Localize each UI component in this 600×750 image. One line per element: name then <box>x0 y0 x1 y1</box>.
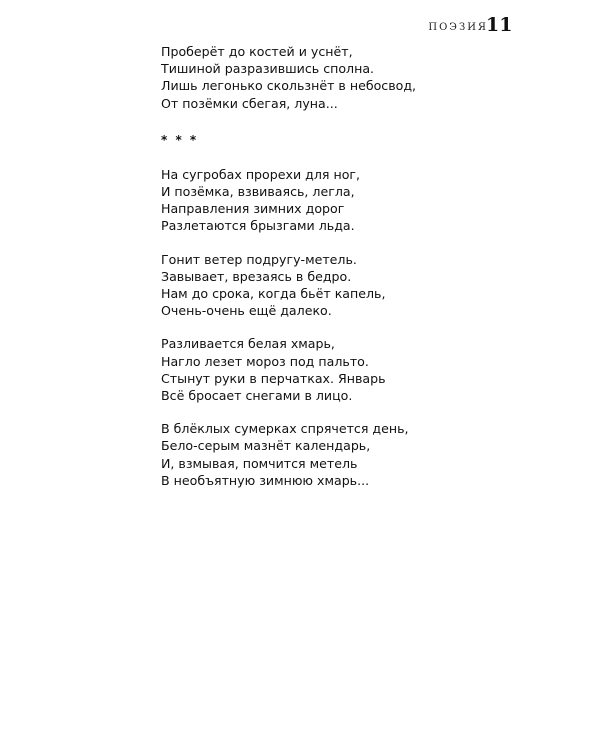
stanza-ending <box>161 43 521 112</box>
stanza-3 <box>161 335 521 404</box>
poem-line: Тишиной разразившись сполна. <box>161 61 375 77</box>
poem-line: И позёмка, взвиваясь, легла, <box>161 184 355 200</box>
stanza-1 <box>161 166 521 235</box>
poem-line: В необъятную зимнюю хмарь... <box>161 472 370 488</box>
stanza-4 <box>161 420 521 489</box>
stanza-2 <box>161 251 521 320</box>
poem-line: На сугробах прорехи для ног, <box>161 166 361 182</box>
poem-line: Направления зимних дорог <box>161 201 345 217</box>
poem-line: Нагло лезет мороз под пальто. <box>161 353 369 369</box>
poem-body <box>161 43 521 489</box>
poem-line: От позёмки сбегая, луна... <box>161 95 338 111</box>
poem-line: Гонит ветер подругу-метель. <box>161 251 357 267</box>
poem-line: Бело-серым мазнёт календарь, <box>161 438 371 454</box>
poem-line: Очень-очень ещё далеко. <box>161 303 332 319</box>
poem-line: Завывает, врезаясь в бедро. <box>161 268 352 284</box>
page-number: 11 <box>486 14 513 36</box>
poem-line: В блёклых сумерках спрячется день, <box>161 421 409 437</box>
poem-line: Проберёт до костей и уснёт, <box>161 44 353 59</box>
poem-line: И, взмывая, помчится метель <box>161 455 358 471</box>
poem-line: Лишь легонько скользнёт в небосвод, <box>161 78 417 94</box>
running-head-section-title: ПОЭЗИЯ <box>428 22 488 33</box>
poem-line: Разлетаются брызгами льда. <box>161 218 355 234</box>
poem-line: Разливается белая хмарь, <box>161 336 335 352</box>
poem-line: Стынут руки в перчатках. Январь <box>161 370 386 386</box>
poem-separator: * * * <box>161 132 199 147</box>
poem-line: Нам до срока, когда бьёт капель, <box>161 286 386 302</box>
poem-line: Всё бросает снегами в лицо. <box>161 388 353 404</box>
